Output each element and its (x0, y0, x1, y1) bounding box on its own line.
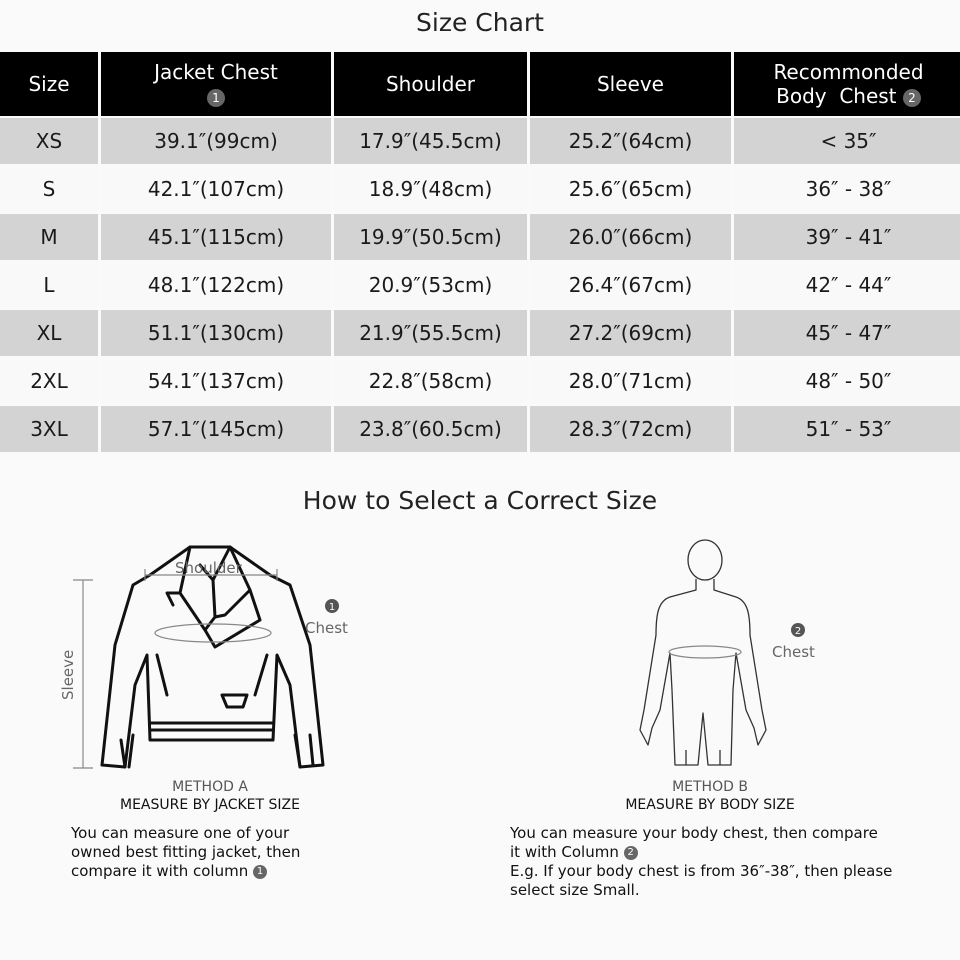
cell-shoulder: 23.8″(60.5cm) (334, 406, 527, 452)
section-title: How to Select a Correct Size (302, 486, 658, 515)
cell-size: 2XL (0, 358, 98, 404)
cell-shoulder: 18.9″(48cm) (334, 166, 527, 212)
cell-size: L (0, 262, 98, 308)
cell-body-chest: 42″ - 44″ (734, 262, 960, 308)
header-jacket-chest: Jacket Chest 1 (101, 52, 331, 116)
cell-body-chest: 51″ - 53″ (734, 406, 960, 452)
size-chart-table (0, 50, 960, 454)
cell-jacket-chest: 39.1″(99cm) (101, 118, 331, 164)
header-recommended-body-chest: Recommonded Body Chest 2 (734, 52, 960, 116)
cell-size: XL (0, 310, 98, 356)
cell-sleeve: 26.4″(67cm) (530, 262, 731, 308)
sleeve-label: Sleeve (59, 649, 77, 700)
cell-size: M (0, 214, 98, 260)
table-row (0, 406, 960, 452)
jacket-chest-label: Chest (305, 619, 348, 637)
cell-jacket-chest: 51.1″(130cm) (101, 310, 331, 356)
body-chest-label: Chest (772, 643, 815, 661)
cell-jacket-chest: 57.1″(145cm) (101, 406, 331, 452)
chest-measure-ellipse (155, 624, 271, 642)
table-row (0, 358, 960, 404)
table-row (0, 166, 960, 212)
cell-shoulder: 21.9″(55.5cm) (334, 310, 527, 356)
cell-jacket-chest: 45.1″(115cm) (101, 214, 331, 260)
table-row (0, 310, 960, 356)
cell-size: 3XL (0, 406, 98, 452)
cell-body-chest: < 35″ (734, 118, 960, 164)
method-a-description: You can measure one of your owned best fitting jacket, then compare it with column 1 (71, 824, 301, 880)
method-a-title: MEASURE BY JACKET SIZE (120, 797, 300, 813)
cell-body-chest: 39″ - 41″ (734, 214, 960, 260)
cell-sleeve: 25.2″(64cm) (530, 118, 731, 164)
table-row (0, 118, 960, 164)
cell-sleeve: 28.0″(71cm) (530, 358, 731, 404)
jacket-figure-badge: 1 (328, 602, 336, 613)
cell-body-chest: 48″ - 50″ (734, 358, 960, 404)
cell-sleeve: 26.0″(66cm) (530, 214, 731, 260)
column-2-badge: 2 (903, 89, 921, 107)
body-figure-badge: 2 (794, 626, 802, 637)
body-diagram (600, 535, 840, 775)
header-shoulder: Shoulder (334, 52, 527, 116)
column-1-ref-badge: 1 (253, 865, 267, 879)
cell-jacket-chest: 48.1″(122cm) (101, 262, 331, 308)
header-size: Size (0, 52, 98, 116)
cell-sleeve: 25.6″(65cm) (530, 166, 731, 212)
cell-body-chest: 36″ - 38″ (734, 166, 960, 212)
jacket-diagram (55, 535, 375, 775)
shoulder-label: Shoulder (175, 559, 242, 577)
table-header-row (0, 52, 960, 116)
cell-size: XS (0, 118, 98, 164)
column-2-ref-badge: 2 (624, 846, 638, 860)
method-b-title: MEASURE BY BODY SIZE (625, 797, 795, 813)
body-chest-ellipse (669, 646, 741, 658)
method-a-label: METHOD A (172, 779, 248, 795)
method-b-label: METHOD B (672, 779, 748, 795)
cell-sleeve: 28.3″(72cm) (530, 406, 731, 452)
method-b-description: You can measure your body chest, then compare it with Column 2 E.g. If your body chest is from 36″-38″, then please select size Small. (510, 824, 893, 899)
cell-body-chest: 45″ - 47″ (734, 310, 960, 356)
cell-size: S (0, 166, 98, 212)
cell-shoulder: 22.8″(58cm) (334, 358, 527, 404)
cell-jacket-chest: 54.1″(137cm) (101, 358, 331, 404)
cell-jacket-chest: 42.1″(107cm) (101, 166, 331, 212)
cell-shoulder: 20.9″(53cm) (334, 262, 527, 308)
cell-shoulder: 17.9″(45.5cm) (334, 118, 527, 164)
table-row (0, 214, 960, 260)
table-row (0, 262, 960, 308)
column-1-badge: 1 (207, 89, 225, 107)
cell-shoulder: 19.9″(50.5cm) (334, 214, 527, 260)
page-title: Size Chart (416, 8, 544, 37)
header-sleeve: Sleeve (530, 52, 731, 116)
cell-sleeve: 27.2″(69cm) (530, 310, 731, 356)
